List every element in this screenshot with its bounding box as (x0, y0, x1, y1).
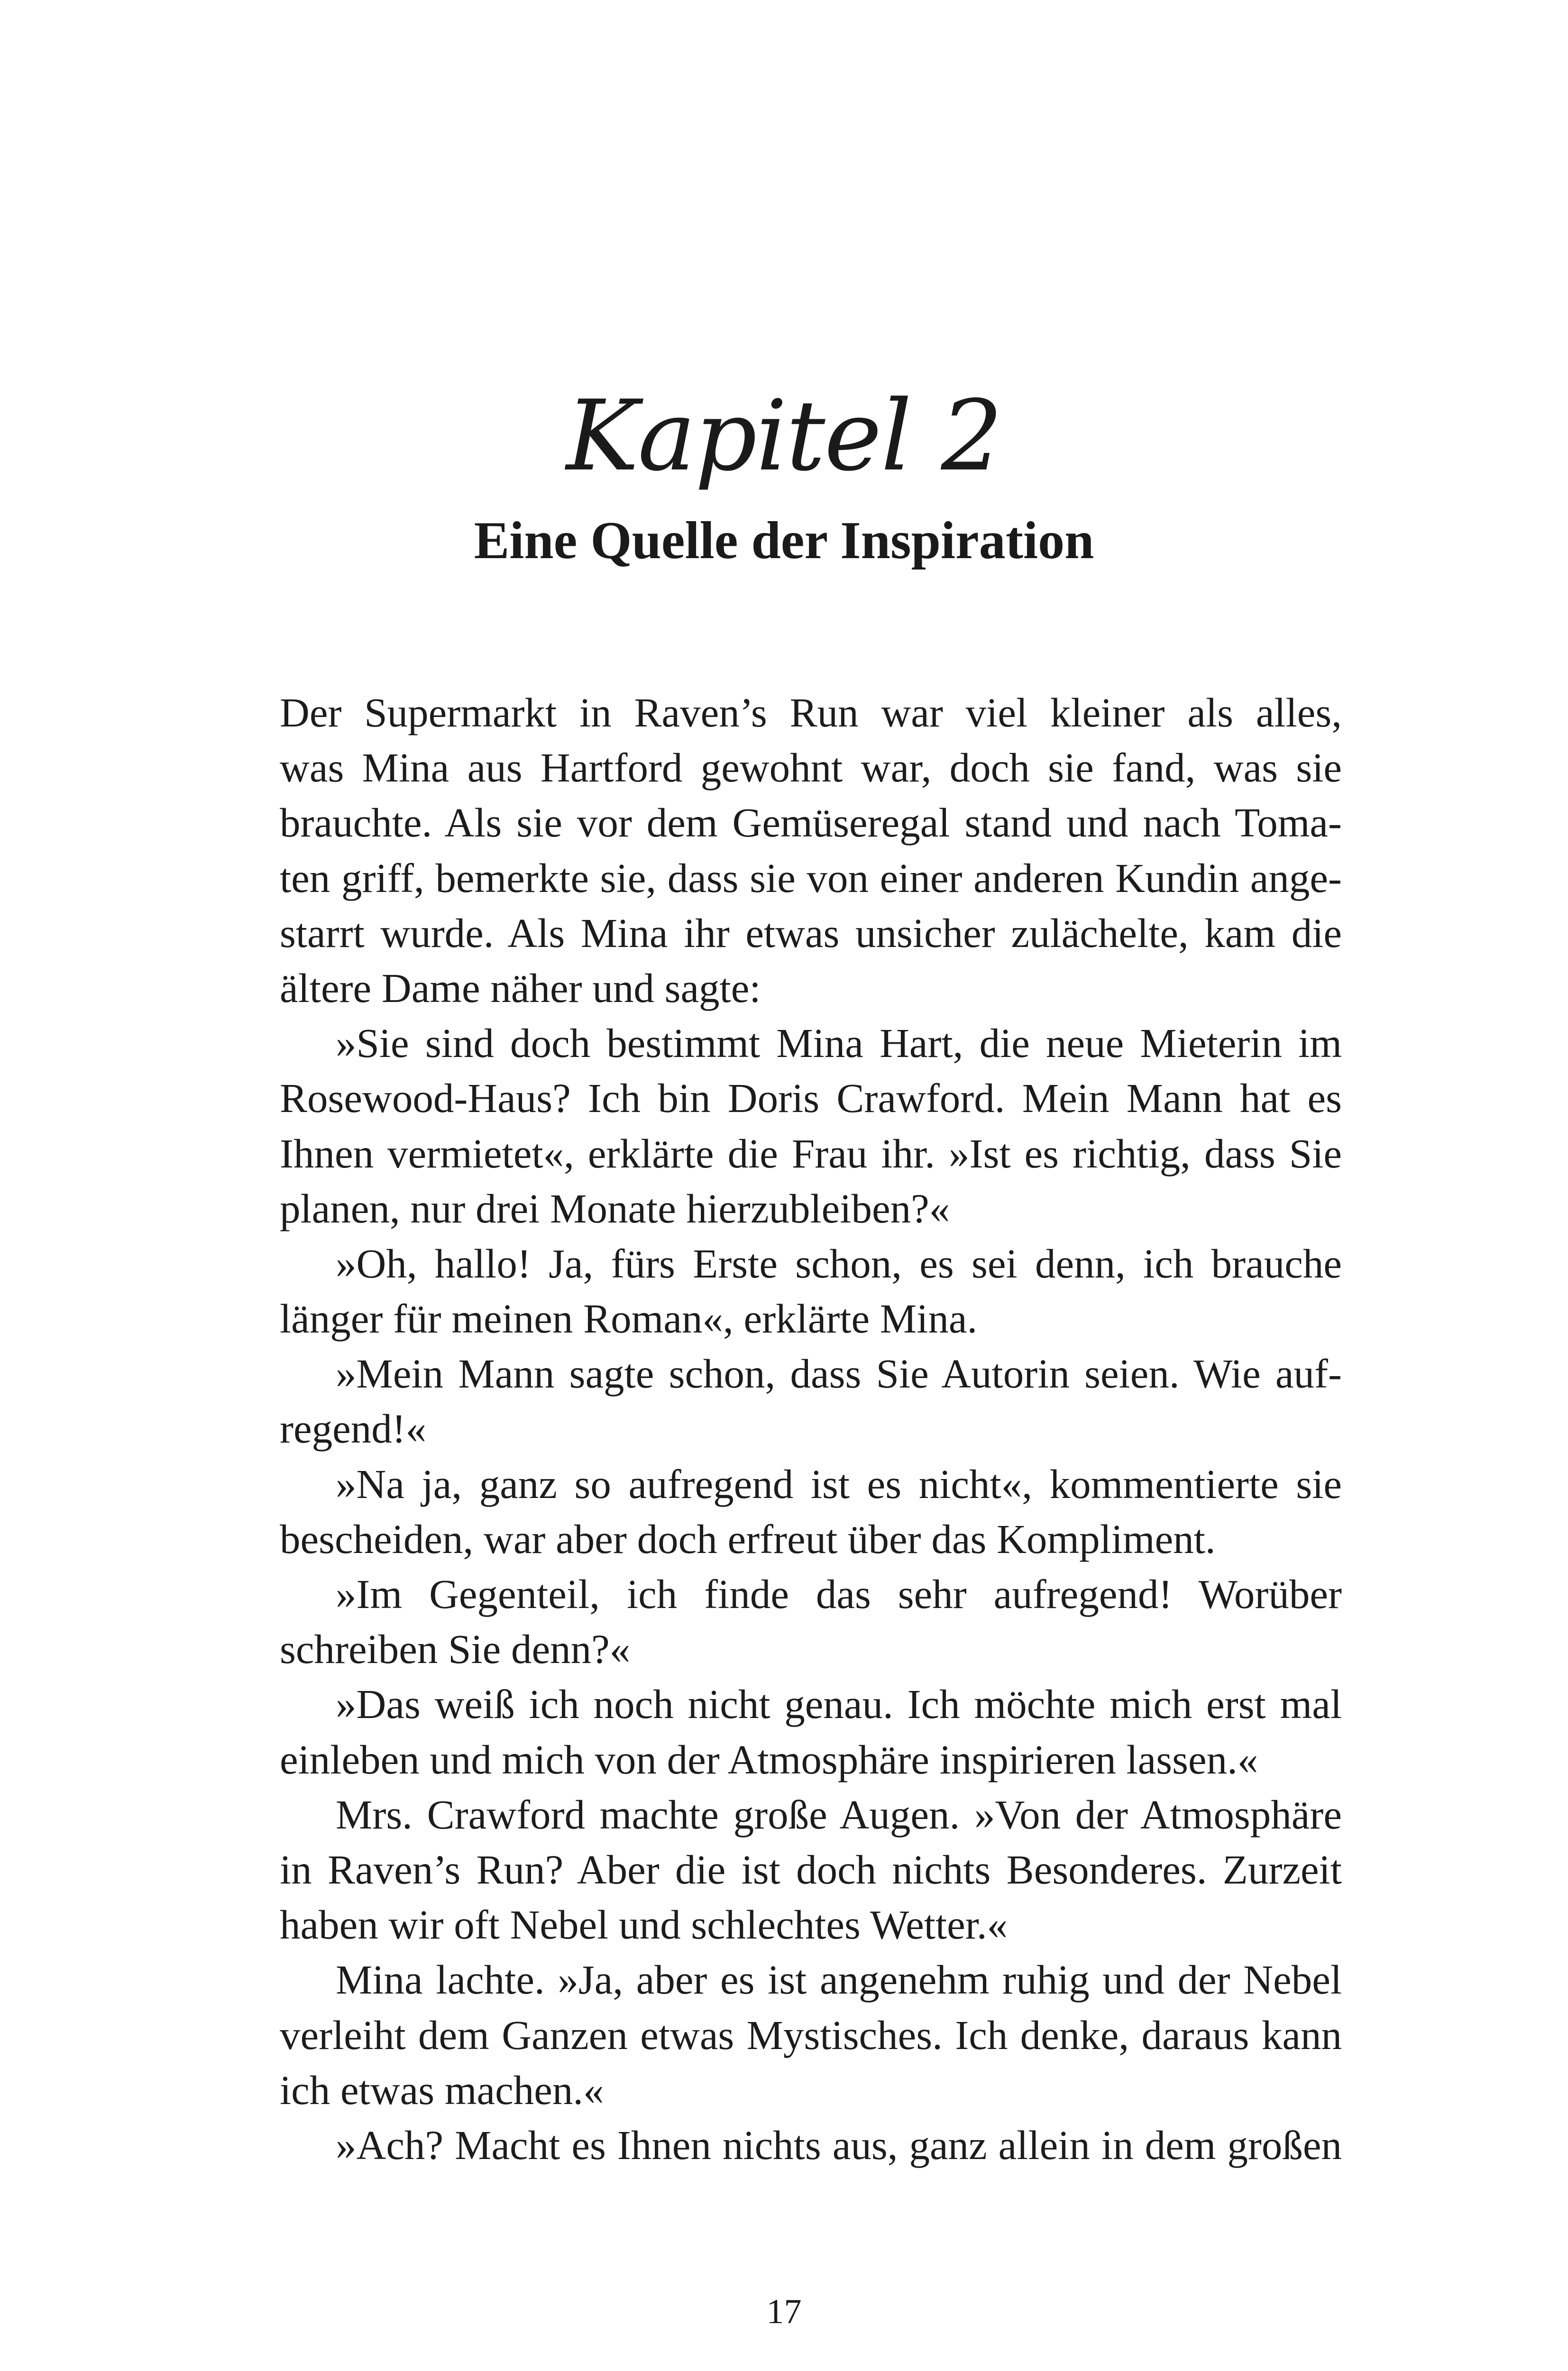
text-line: »Das weiß ich noch nicht genau. Ich möchte mich erst mal (336, 1681, 1342, 1728)
text-line: starrt wurde. Als Mina ihr etwas unsicher zulächelte, kam die (280, 910, 1342, 956)
text-line: Ihnen vermietet«, erklärte die Frau ihr. »Ist es richtig, dass Sie (280, 1130, 1342, 1176)
text-line: Der Supermarkt in Raven’s Run war viel kleiner als alles, (280, 689, 1342, 735)
text-line: länger für meinen Roman«, erklärte Mina. (280, 1296, 978, 1342)
text-line: planen, nur drei Monate hierzubleiben?« (280, 1185, 950, 1231)
text-line: Rosewood-Haus? Ich bin Doris Crawford. Mein Mann hat es (280, 1075, 1342, 1121)
text-line: »Oh, hallo! Ja, fürs Erste schon, es sei denn, ich brauche (336, 1240, 1342, 1287)
text-line: »Ach? Macht es Ihnen nichts aus, ganz allein in dem großen (336, 2122, 1342, 2168)
text-line: regend!« (280, 1406, 427, 1452)
chapter-label: Kapitel 2 (566, 380, 1002, 493)
text-line: »Na ja, ganz so aufregend ist es nicht«, kommentierte sie (336, 1461, 1342, 1507)
text-line: ältere Dame näher und sagte: (280, 965, 761, 1011)
text-line: ten griff, bemerkte sie, dass sie von einer anderen Kundin ange- (280, 855, 1342, 901)
text-line: in Raven’s Run? Aber die ist doch nichts Besonderes. Zurzeit (280, 1846, 1342, 1893)
text-line: schreiben Sie denn?« (280, 1626, 631, 1673)
text-line: haben wir oft Nebel und schlechtes Wetter.« (280, 1902, 1008, 1948)
text-line: bescheiden, war aber doch erfreut über das Kompliment. (280, 1516, 1216, 1562)
text-line: einleben und mich von der Atmosphäre inspirieren lassen.« (280, 1736, 1258, 1783)
chapter-title: Eine Quelle der Inspiration (474, 511, 1094, 570)
text-line: brauchte. Als sie vor dem Gemüseregal stand und nach Toma- (280, 800, 1342, 846)
page-number: 17 (766, 2292, 802, 2331)
text-line: »Sie sind doch bestimmt Mina Hart, die neue Mieterin im (336, 1020, 1342, 1066)
text-line: verleiht dem Ganzen etwas Mystisches. Ich denke, daraus kann (280, 2012, 1342, 2058)
text-line: Mrs. Crawford machte große Augen. »Von der Atmosphäre (336, 1791, 1342, 1838)
text-line: Mina lachte. »Ja, aber es ist angenehm ruhig und der Nebel (336, 1957, 1342, 2003)
text-line: »Im Gegenteil, ich finde das sehr aufregend! Worüber (336, 1571, 1342, 1617)
text-line: ich etwas machen.« (280, 2067, 604, 2113)
text-line: was Mina aus Hartford gewohnt war, doch sie fand, was sie (280, 744, 1342, 791)
text-line: »Mein Mann sagte schon, dass Sie Autorin seien. Wie auf- (336, 1351, 1342, 1397)
body-text (280, 685, 1342, 2173)
